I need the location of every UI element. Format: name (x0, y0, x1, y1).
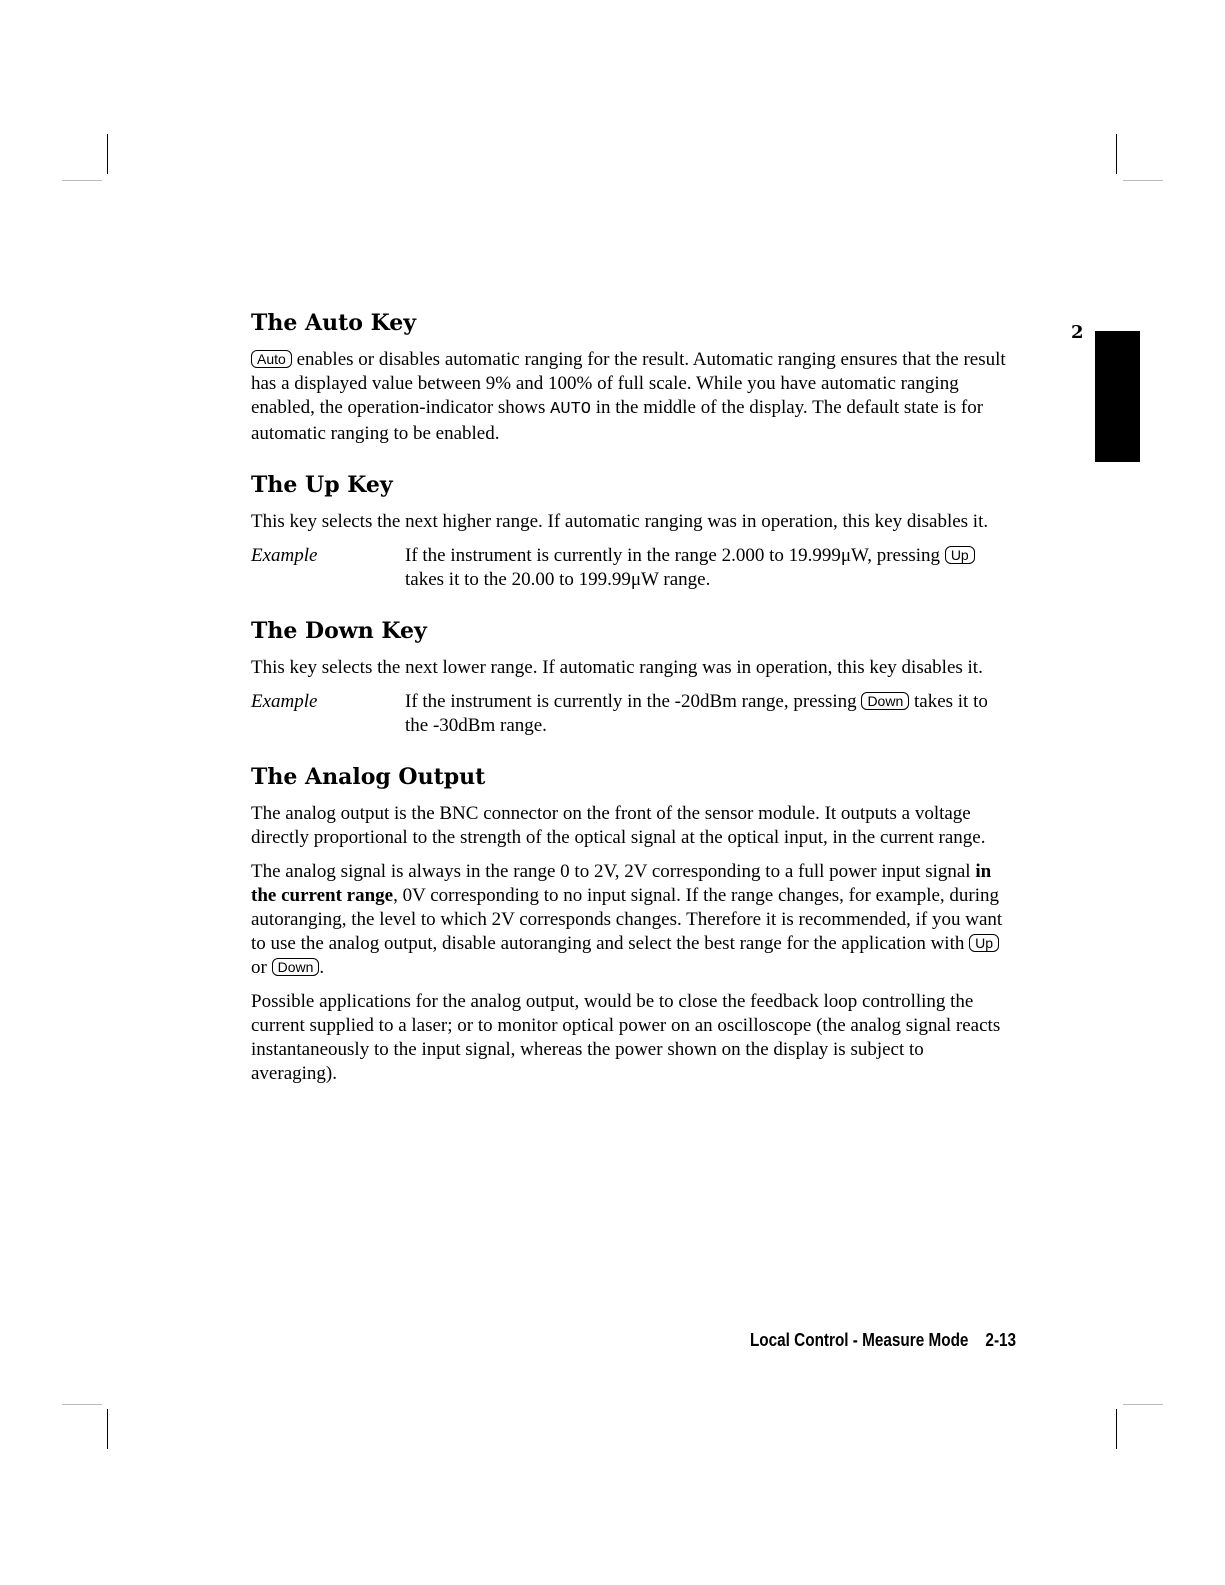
crop-mark (1123, 1404, 1163, 1405)
crop-mark (1116, 134, 1117, 174)
crop-mark (62, 180, 102, 181)
section-heading: The Auto Key (251, 310, 416, 336)
auto-key: Auto (251, 350, 292, 368)
text: in the middle of the display. The default state is for automatic ranging to be enabled. (251, 397, 984, 444)
text: enables or disables automatic ranging for the result. Automatic ranging ensures that the result has a displayed value between 9% and 100% of full scale. While you have automatic ranging enabled, the operation-indicator shows (251, 349, 1006, 418)
text: The analog signal is always in the range 0 to 2V, 2V corresponding to a full power input signal (251, 861, 976, 882)
paragraph: Possible applications for the analog output, would be to close the feedback loop controlling the current supplied to a laser; or to monitor optical power on an oscilloscope (the analog signal reacts instantaneously to the input signal, whereas the power shown on the display is subject to averaging). (251, 991, 1001, 1084)
example-block (251, 544, 1011, 592)
crop-mark (1116, 1409, 1117, 1449)
chapter-number: 2 (1071, 322, 1084, 343)
chapter-tab (1095, 331, 1140, 462)
section-heading: The Analog Output (251, 764, 486, 790)
down-key: Down (861, 692, 909, 710)
text: takes it to the -30dBm range. (405, 691, 988, 736)
crop-mark (107, 134, 108, 174)
text: takes it to the 20.00 to 199.99μW range. (405, 569, 711, 590)
example-label: Example (251, 545, 318, 566)
paragraph: This key selects the next higher range. If automatic ranging was in operation, this key disables it. (251, 511, 989, 532)
page-number: 2-13 (985, 1330, 1016, 1350)
paragraph (251, 348, 1011, 446)
section-up-key (251, 470, 1011, 592)
section-analog-output (251, 762, 1011, 1086)
section-heading: The Down Key (251, 618, 427, 644)
section-heading: The Up Key (251, 472, 393, 498)
text: If the instrument is currently in the range 2.000 to 19.999μW, pressing (405, 545, 945, 566)
example-label: Example (251, 691, 318, 712)
example-text (405, 544, 1011, 592)
up-key: Up (945, 546, 975, 564)
crop-mark (107, 1409, 108, 1449)
paragraph: The analog output is the BNC connector on the front of the sensor module. It outputs a voltage directly proportional to the strength of the optical signal at the optical input, in the current range. (251, 803, 986, 848)
text: or (251, 957, 272, 978)
page-content (251, 308, 1011, 1110)
example-block (251, 690, 1011, 738)
crop-mark (62, 1404, 102, 1405)
auto-indicator: AUTO (550, 400, 591, 419)
paragraph: This key selects the next lower range. If automatic ranging was in operation, this key disables it. (251, 657, 983, 678)
text: , 0V corresponding to no input signal. If the range changes, for example, during autoranging, the level to which 2V corresponds changes. Therefore it is recommended, if you want to use the analog output, disable autoranging and select the best range for the application with (251, 885, 1003, 954)
text: If the instrument is currently in the -20dBm range, pressing (405, 691, 862, 712)
footer-title: Local Control - Measure Mode (749, 1330, 969, 1350)
text: . (319, 957, 325, 978)
example-text (405, 690, 1011, 738)
section-down-key (251, 616, 1011, 738)
bold-text: in the current range (251, 861, 992, 906)
section-auto-key (251, 308, 1011, 446)
up-key: Up (969, 934, 999, 952)
paragraph (251, 860, 1011, 980)
down-key: Down (272, 958, 320, 976)
page-footer (750, 1330, 1016, 1351)
crop-mark (1123, 180, 1163, 181)
